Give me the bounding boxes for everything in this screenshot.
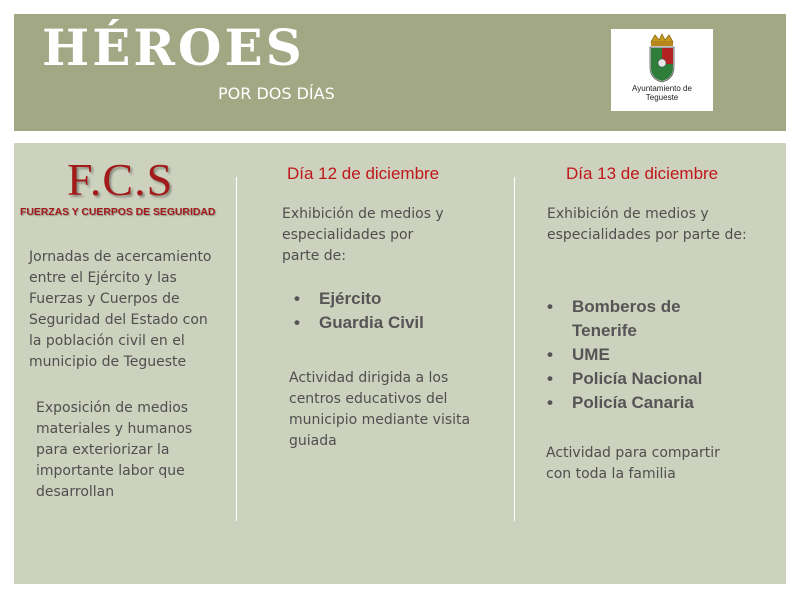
- list-item-line: Tenerife: [572, 321, 637, 340]
- text-line: parte de:: [282, 248, 346, 264]
- text-line: Fuerzas y Cuerpos de: [29, 291, 180, 307]
- text-line: Exposición de medios: [36, 400, 189, 416]
- text-line: entre el Ejército y las: [29, 270, 177, 286]
- content-panel: [14, 143, 786, 584]
- day-13-list: [547, 295, 702, 415]
- page-subtitle: POR DOS DÍAS: [218, 84, 335, 103]
- logo-caption: [611, 85, 713, 103]
- text-line: guiada: [289, 433, 337, 449]
- text-line: la población civil en el: [29, 333, 185, 349]
- list-item: • Policía Nacional: [547, 367, 702, 391]
- text-line: Exhibición de medios y: [547, 206, 709, 222]
- day-13-note: [546, 443, 720, 485]
- text-line: importante labor que: [36, 463, 185, 479]
- ayuntamiento-logo: [611, 29, 713, 111]
- logo-text-line1: Ayuntamiento de: [632, 84, 692, 93]
- header-banner: [14, 14, 786, 131]
- day-13-intro: [547, 204, 747, 246]
- text-line: municipio de Tegueste: [29, 354, 187, 370]
- text-line: Exhibición de medios y: [282, 206, 444, 222]
- column-divider: [514, 177, 515, 521]
- page-title: HÉROES: [42, 18, 305, 77]
- day-12-list: [294, 287, 424, 335]
- column-divider: [236, 177, 237, 521]
- text-line: desarrollan: [36, 484, 115, 500]
- list-item: • Ejército: [294, 287, 424, 311]
- fcs-logo-subtitle: FUERZAS Y CUERPOS DE SEGURIDAD: [20, 207, 216, 218]
- text-line: Jornadas de acercamiento: [29, 249, 212, 265]
- day-12-heading: Día 12 de diciembre: [287, 164, 440, 183]
- coat-of-arms-icon: [647, 33, 677, 83]
- text-line: municipio mediante visita: [289, 412, 471, 428]
- text-line: Actividad dirigida a los: [289, 370, 449, 386]
- list-item: [547, 295, 702, 343]
- text-line: centros educativos del: [289, 391, 448, 407]
- exhibition-paragraph: [36, 398, 192, 503]
- list-item: • Policía Canaria: [547, 391, 702, 415]
- day-12-intro: [282, 204, 444, 267]
- text-line: para exteriorizar la: [36, 442, 170, 458]
- list-item-line: Bomberos de: [572, 297, 681, 316]
- text-line: materiales y humanos: [36, 421, 193, 437]
- day-12-note: [289, 368, 470, 452]
- list-item: • UME: [547, 343, 702, 367]
- day-13-heading: Día 13 de diciembre: [566, 164, 719, 183]
- text-line: con toda la familia: [546, 466, 676, 482]
- logo-text-line2: Tegueste: [645, 92, 679, 102]
- text-line: especialidades por parte de:: [547, 227, 747, 243]
- text-line: Seguridad del Estado con: [29, 312, 208, 328]
- fcs-logo-title: F.C.S: [67, 154, 174, 205]
- intro-paragraph: [29, 247, 212, 373]
- text-line: Actividad para compartir: [546, 445, 720, 461]
- list-item: • Guardia Civil: [294, 311, 424, 335]
- text-line: especialidades por: [282, 227, 414, 243]
